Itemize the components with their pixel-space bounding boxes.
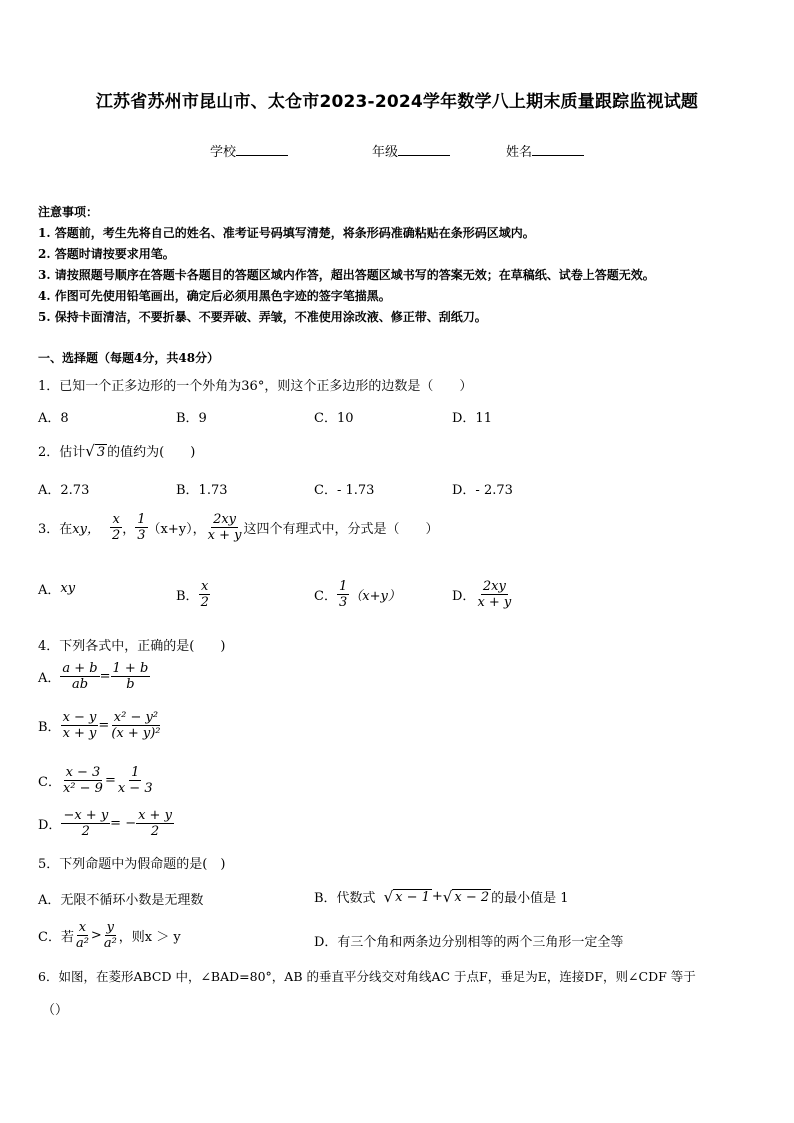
greater-than-sign: > <box>90 928 102 943</box>
q3-option-b <box>176 579 211 610</box>
option-fraction <box>199 579 211 610</box>
q1-option-d: D．11 <box>452 411 492 426</box>
q3-option-d <box>452 579 513 610</box>
q3-pre: 3．在 <box>38 522 73 537</box>
grade-blank <box>398 143 450 156</box>
sqrt-icon: √ <box>85 442 95 460</box>
denominator: ab <box>71 677 89 692</box>
option-label: C． <box>314 589 337 604</box>
q1-option-c: C．10 <box>314 411 354 426</box>
option-label: C． <box>38 775 61 790</box>
denominator: b <box>126 677 135 692</box>
q3-comma: ， <box>122 522 136 537</box>
denominator: x + y <box>477 595 512 610</box>
denominator: 2 <box>111 528 121 543</box>
school-field <box>210 141 288 160</box>
section-heading: 一、选择题（每题4分，共48分） <box>38 351 220 365</box>
q5-option-c <box>38 920 181 951</box>
lhs-fraction <box>61 710 99 741</box>
denominator: x + y <box>207 528 242 543</box>
school-blank <box>236 143 288 156</box>
rhs-fraction <box>116 765 155 796</box>
numerator: x² − y² <box>113 710 159 725</box>
q4-option-b <box>38 710 163 741</box>
denominator: x − 3 <box>117 781 153 796</box>
note-item: 1. 答题前，考生先将自己的姓名、准考证号码填写清楚，将条形码准确粘贴在条形码区域内。 <box>38 226 535 240</box>
numerator: x <box>112 512 120 527</box>
rhs-fraction <box>111 661 151 692</box>
question-6-answer-paren: （） <box>42 1003 69 1018</box>
denominator: x² − 9 <box>62 781 103 796</box>
q3-option-a <box>38 579 75 598</box>
numerator: y <box>106 920 114 935</box>
q2-post: 的值约为( ) <box>107 445 196 460</box>
lhs-fraction <box>61 765 105 796</box>
note-item: 2. 答题时请按要求用笔。 <box>38 247 175 261</box>
numerator: −x + y <box>63 808 109 823</box>
q5-option-a: A．无限不循环小数是无理数 <box>38 893 204 908</box>
option-value: xy <box>60 581 76 596</box>
option-fraction <box>337 579 349 610</box>
sqrt-icon: √ <box>442 887 453 906</box>
question-1-stem: 1．已知一个正多边形的一个外角为36°，则这个正多边形的边数是（ ） <box>38 379 473 394</box>
option-label: B．代数式 <box>314 891 376 906</box>
denominator: x + y <box>62 726 97 741</box>
q5-option-b <box>314 887 569 906</box>
numerator: 1 <box>131 765 140 780</box>
numerator: a + b <box>62 661 98 676</box>
q4-option-d <box>38 808 174 839</box>
radicand: x − 2 <box>454 889 490 905</box>
q2-option-c: C．- 1.73 <box>314 483 375 498</box>
lhs-fraction <box>61 808 110 839</box>
numerator: 1 <box>137 512 146 527</box>
numerator: x <box>78 920 87 935</box>
numerator: x <box>201 579 209 594</box>
denominator: 2 <box>81 824 90 839</box>
equals-minus: = − <box>110 816 137 831</box>
lhs-fraction <box>74 920 91 951</box>
note-item: 5. 保持卡面清洁，不要折暴、不要弄破、弄皱，不准使用涂改液、修正带、刮纸刀。 <box>38 310 487 324</box>
equals-sign: = <box>99 669 111 684</box>
q2-option-a: A．2.73 <box>38 483 90 498</box>
rhs-fraction <box>109 710 162 741</box>
school-label: 学校 <box>210 145 237 160</box>
grade-field <box>372 141 450 160</box>
option-fraction <box>475 579 513 610</box>
q4-option-a <box>38 661 150 692</box>
q3-option-c <box>314 579 401 610</box>
equals-sign: = <box>98 718 110 733</box>
q2-option-d: D．- 2.73 <box>452 483 513 498</box>
q2-option-b: B．1.73 <box>176 483 228 498</box>
question-6-stem: 6．如图，在菱形ABCD 中，∠BAD=80°，AB 的垂直平分线交对角线AC 于点F，垂足为E，连接DF，则∠CDF 等于 <box>38 969 696 984</box>
grade-label: 年级 <box>372 145 399 160</box>
q4-option-c <box>38 765 155 796</box>
q3-paren: （x+y）， <box>147 522 206 537</box>
option-tail: ，则x ＞ y <box>118 930 181 945</box>
question-2-stem <box>38 441 195 460</box>
denominator: a² <box>75 936 89 951</box>
q1-option-a: A．8 <box>38 411 69 426</box>
name-field <box>506 141 584 160</box>
denominator: 3 <box>338 595 348 610</box>
option-label: B． <box>176 589 199 604</box>
plus-sign: + <box>431 889 443 904</box>
option-tail: 的最小值是 1 <box>491 891 569 906</box>
option-label: A． <box>38 583 61 598</box>
option-label: D． <box>452 589 476 604</box>
question-5-stem: 5．下列命题中为假命题的是( ) <box>38 857 226 872</box>
name-label: 姓名 <box>506 145 533 160</box>
rhs-fraction <box>136 808 174 839</box>
numerator: x + y <box>138 808 172 823</box>
q3-fraction-1 <box>110 512 122 543</box>
question-3-stem <box>38 512 438 543</box>
question-4-stem: 4．下列各式中，正确的是( ) <box>38 639 226 654</box>
numerator: 2xy <box>213 512 237 527</box>
page-title: 江苏省苏州市昆山市、太仓市2023-2024学年数学八上期末质量跟踪监视试题 <box>95 92 699 112</box>
sqrt-icon: √ <box>383 887 394 906</box>
numerator: x − y <box>62 710 97 725</box>
note-item: 4. 作图可先使用铅笔画出，确定后必须用黑色字迹的签字笔描黑。 <box>38 289 391 303</box>
option-label: C．若 <box>38 930 74 945</box>
q3-xy: xy， <box>72 522 100 537</box>
option-label: D． <box>38 818 62 833</box>
note-item: 3. 请按照题号顺序在答题卡各题目的答题区域内作答，超出答题区域书写的答案无效；在草稿纸、试卷上答题无效。 <box>38 268 655 282</box>
rhs-fraction <box>102 920 119 951</box>
numerator: 1 + b <box>112 661 149 676</box>
notes-heading: 注意事项： <box>38 205 99 219</box>
q1-option-b: B．9 <box>176 411 207 426</box>
equals-sign: = <box>104 773 116 788</box>
option-label: A． <box>38 671 61 686</box>
denominator: 2 <box>200 595 209 610</box>
numerator: 1 <box>338 579 348 594</box>
option-label: B． <box>38 720 61 735</box>
name-blank <box>532 143 584 156</box>
radicand: x − 1 <box>395 889 430 905</box>
q2-pre: 2．估计 <box>38 445 86 460</box>
denominator: 2 <box>150 824 160 839</box>
numerator: x − 3 <box>65 765 101 780</box>
q3-fraction-2 <box>135 512 147 543</box>
denominator: (x + y)² <box>111 726 161 741</box>
q3-post: 这四个有理式中，分式是（ ） <box>243 522 439 537</box>
numerator: 2xy <box>482 579 506 594</box>
lhs-fraction <box>60 661 99 692</box>
denominator: 3 <box>137 528 146 543</box>
q5-option-d: D．有三个角和两条边分别相等的两个三角形一定全等 <box>314 935 624 950</box>
q3-fraction-3 <box>206 512 244 543</box>
denominator: a² <box>103 936 117 951</box>
option-tail: （x+y） <box>349 589 401 604</box>
q2-radicand: 3 <box>96 445 106 460</box>
